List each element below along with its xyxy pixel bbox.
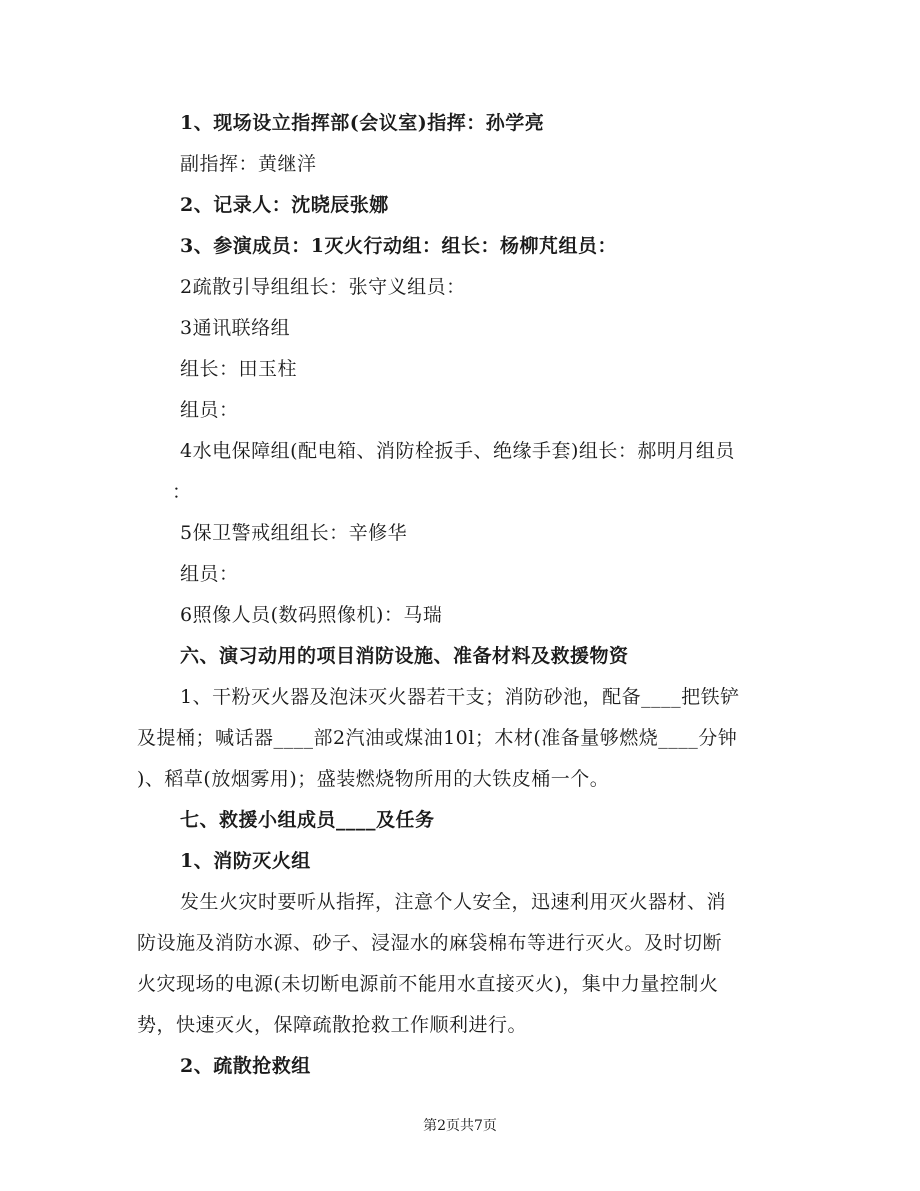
para-materials-3: )、稻草(放烟雾用)；盛装燃烧物所用的大铁皮桶一个。 <box>137 768 610 790</box>
heading-evacuation-rescue-group: 2、疏散抢救组 <box>180 1055 311 1077</box>
para-materials-2: 及提桶；喊话器____部2汽油或煤油10l；木材(准备量够燃烧____分钟 <box>137 727 738 749</box>
line-photographer: 6照像人员(数码照像机)：马瑞 <box>180 604 443 626</box>
heading-recorder: 2、记录人：沈晓辰张娜 <box>180 194 389 216</box>
page-number-footer: 第2页共7页 <box>423 1118 497 1134</box>
para-materials-1: 1、干粉灭火器及泡沫灭火器若干支；消防砂池，配备____把铁铲 <box>180 686 740 708</box>
line-utility-group: 4水电保障组(配电箱、消防栓扳手、绝缘手套)组长：郝明月组员 <box>180 440 735 462</box>
heading-section-seven: 七、救援小组成员____及任务 <box>180 809 435 831</box>
para-firefighting-2: 防设施及消防水源、砂子、浸湿水的麻袋棉布等进行灭火。及时切断 <box>137 932 723 954</box>
line-security-members: 组员： <box>180 563 239 585</box>
line-utility-group-cont: ： <box>172 481 192 503</box>
para-firefighting-4: 势，快速灭火，保障疏散抢救工作顺利进行。 <box>137 1014 528 1036</box>
line-evacuation-group: 2疏散引导组组长：张守义组员： <box>180 276 466 298</box>
para-firefighting-3: 火灾现场的电源(未切断电源前不能用水直接灭火)，集中力量控制火 <box>137 973 719 995</box>
heading-command-post: 1、现场设立指挥部(会议室)指挥：孙学亮 <box>180 112 545 134</box>
line-communication-members: 组员： <box>180 399 239 421</box>
line-communication-leader: 组长：田玉柱 <box>180 358 298 380</box>
heading-participants: 3、参演成员：1灭火行动组：组长：杨柳芃组员： <box>180 235 617 257</box>
line-communication-group: 3通讯联络组 <box>180 317 291 339</box>
heading-firefighting-group: 1、消防灭火组 <box>180 850 311 872</box>
line-security-group: 5保卫警戒组组长：辛修华 <box>180 522 408 544</box>
heading-section-six: 六、演习动用的项目消防设施、准备材料及救援物资 <box>180 645 629 667</box>
para-firefighting-1: 发生火灾时要听从指挥，注意个人安全，迅速利用灭火器材、消 <box>180 891 727 913</box>
line-deputy-commander: 副指挥：黄继洋 <box>180 153 317 175</box>
